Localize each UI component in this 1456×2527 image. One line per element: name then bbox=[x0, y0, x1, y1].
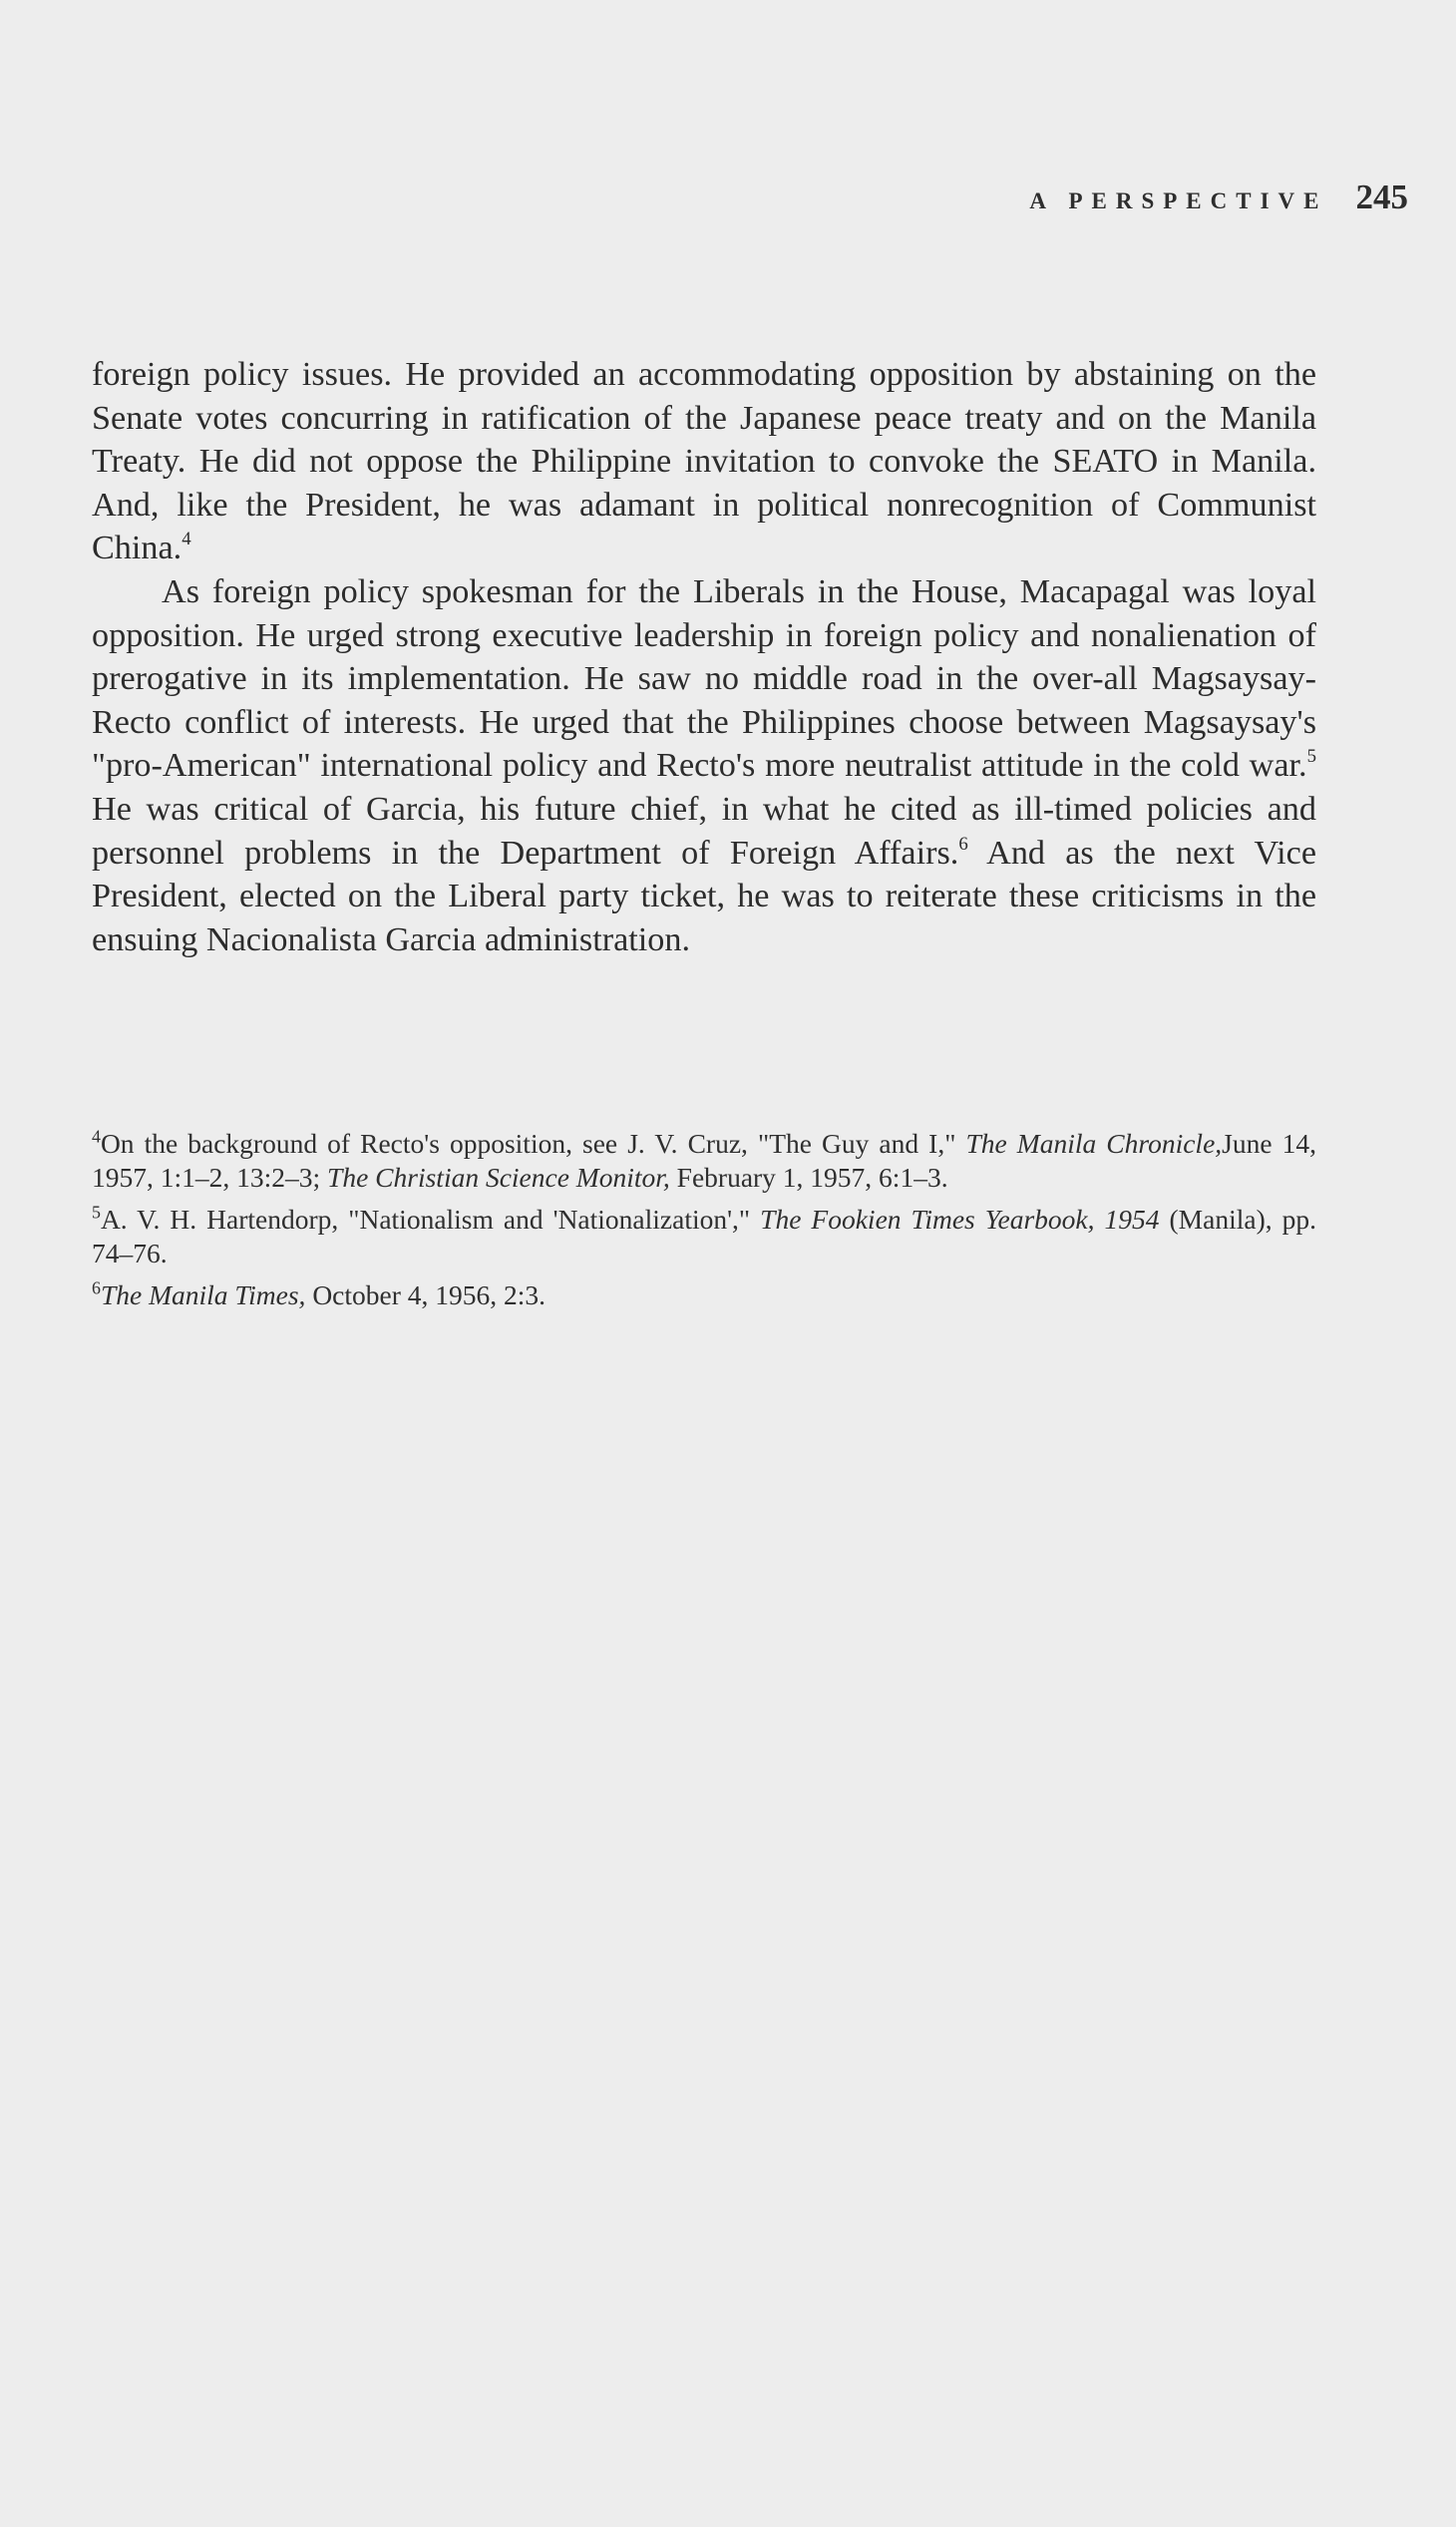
running-title: A PERSPECTIVE bbox=[1029, 188, 1328, 213]
footnote-mark: 4 bbox=[92, 1126, 101, 1147]
footnote-ref-4: 4 bbox=[182, 529, 191, 550]
footnote-ref-5: 5 bbox=[1306, 746, 1316, 768]
footnote-source-title: The Manila Times, bbox=[100, 1279, 306, 1310]
footnote-5 bbox=[92, 1203, 1316, 1269]
paragraph-1 bbox=[92, 353, 1316, 570]
footnote-mark: 6 bbox=[92, 1277, 101, 1298]
footnote-6 bbox=[92, 1278, 1316, 1312]
running-head bbox=[1029, 178, 1408, 217]
footnote-text: A. V. H. Hartendorp, "Nationalism and 'Nationalization'," bbox=[100, 1204, 761, 1235]
footnote-text: June 14, 1957, 1:1–2, 13:2–3; bbox=[92, 1128, 1316, 1193]
footnote-source-title: The Christian Science Monitor, bbox=[327, 1161, 670, 1193]
paragraph-1-text: foreign policy issues. He provided an accommodating opposition by abstaining on the Senate votes concurring in ratification of the Japanese peace treaty and on the Manila Treaty. He did not oppose the Philippine invitation to convoke the SEATO in Manila. And, like the President, he was adamant in political nonrecognition of Communist China. bbox=[92, 356, 1316, 567]
footnote-text: October 4, 1956, 2:3. bbox=[305, 1279, 546, 1310]
paragraph-2-text-c: And as the next Vice President, elected on the Liberal party ticket, he was to reiterate these criticisms in the ensuing Nacionalista Garcia administration. bbox=[92, 834, 1316, 958]
footnote-text: On the background of Recto's opposition, see J. V. Cruz, "The Guy and I," bbox=[100, 1128, 966, 1159]
footnote-4 bbox=[92, 1127, 1316, 1194]
footnotes bbox=[92, 1127, 1316, 1321]
paragraph-2-text-b: He was critical of Garcia, his future chief, in what he cited as ill-timed policies and personnel problems in the Department of Foreign Affairs. bbox=[92, 790, 1316, 872]
footnote-source-title: The Manila Chronicle, bbox=[965, 1128, 1223, 1159]
paragraph-2 bbox=[92, 570, 1316, 961]
footnote-text: February 1, 1957, 6:1–3. bbox=[669, 1161, 948, 1193]
paragraph-2-text-a: As foreign policy spokesman for the Liberals in the House, Macapagal was loyal opposition. He urged strong executive leadership in foreign policy and nonalienation of prerogative in its implementation. He saw no middle road in the over-all Magsaysay-Recto conflict of interests. He urged that the Philippines choose between Magsaysay's "pro-American" international policy and Recto's more neutralist attitude in the cold war. bbox=[92, 572, 1316, 785]
page-number: 245 bbox=[1355, 178, 1408, 216]
body-text bbox=[92, 353, 1316, 961]
footnote-text: (Manila), pp. 74–76. bbox=[92, 1204, 1316, 1268]
footnote-mark: 5 bbox=[92, 1202, 101, 1223]
footnote-source-title: The Fookien Times Yearbook, 1954 bbox=[760, 1204, 1160, 1235]
footnote-ref-6: 6 bbox=[958, 833, 968, 855]
